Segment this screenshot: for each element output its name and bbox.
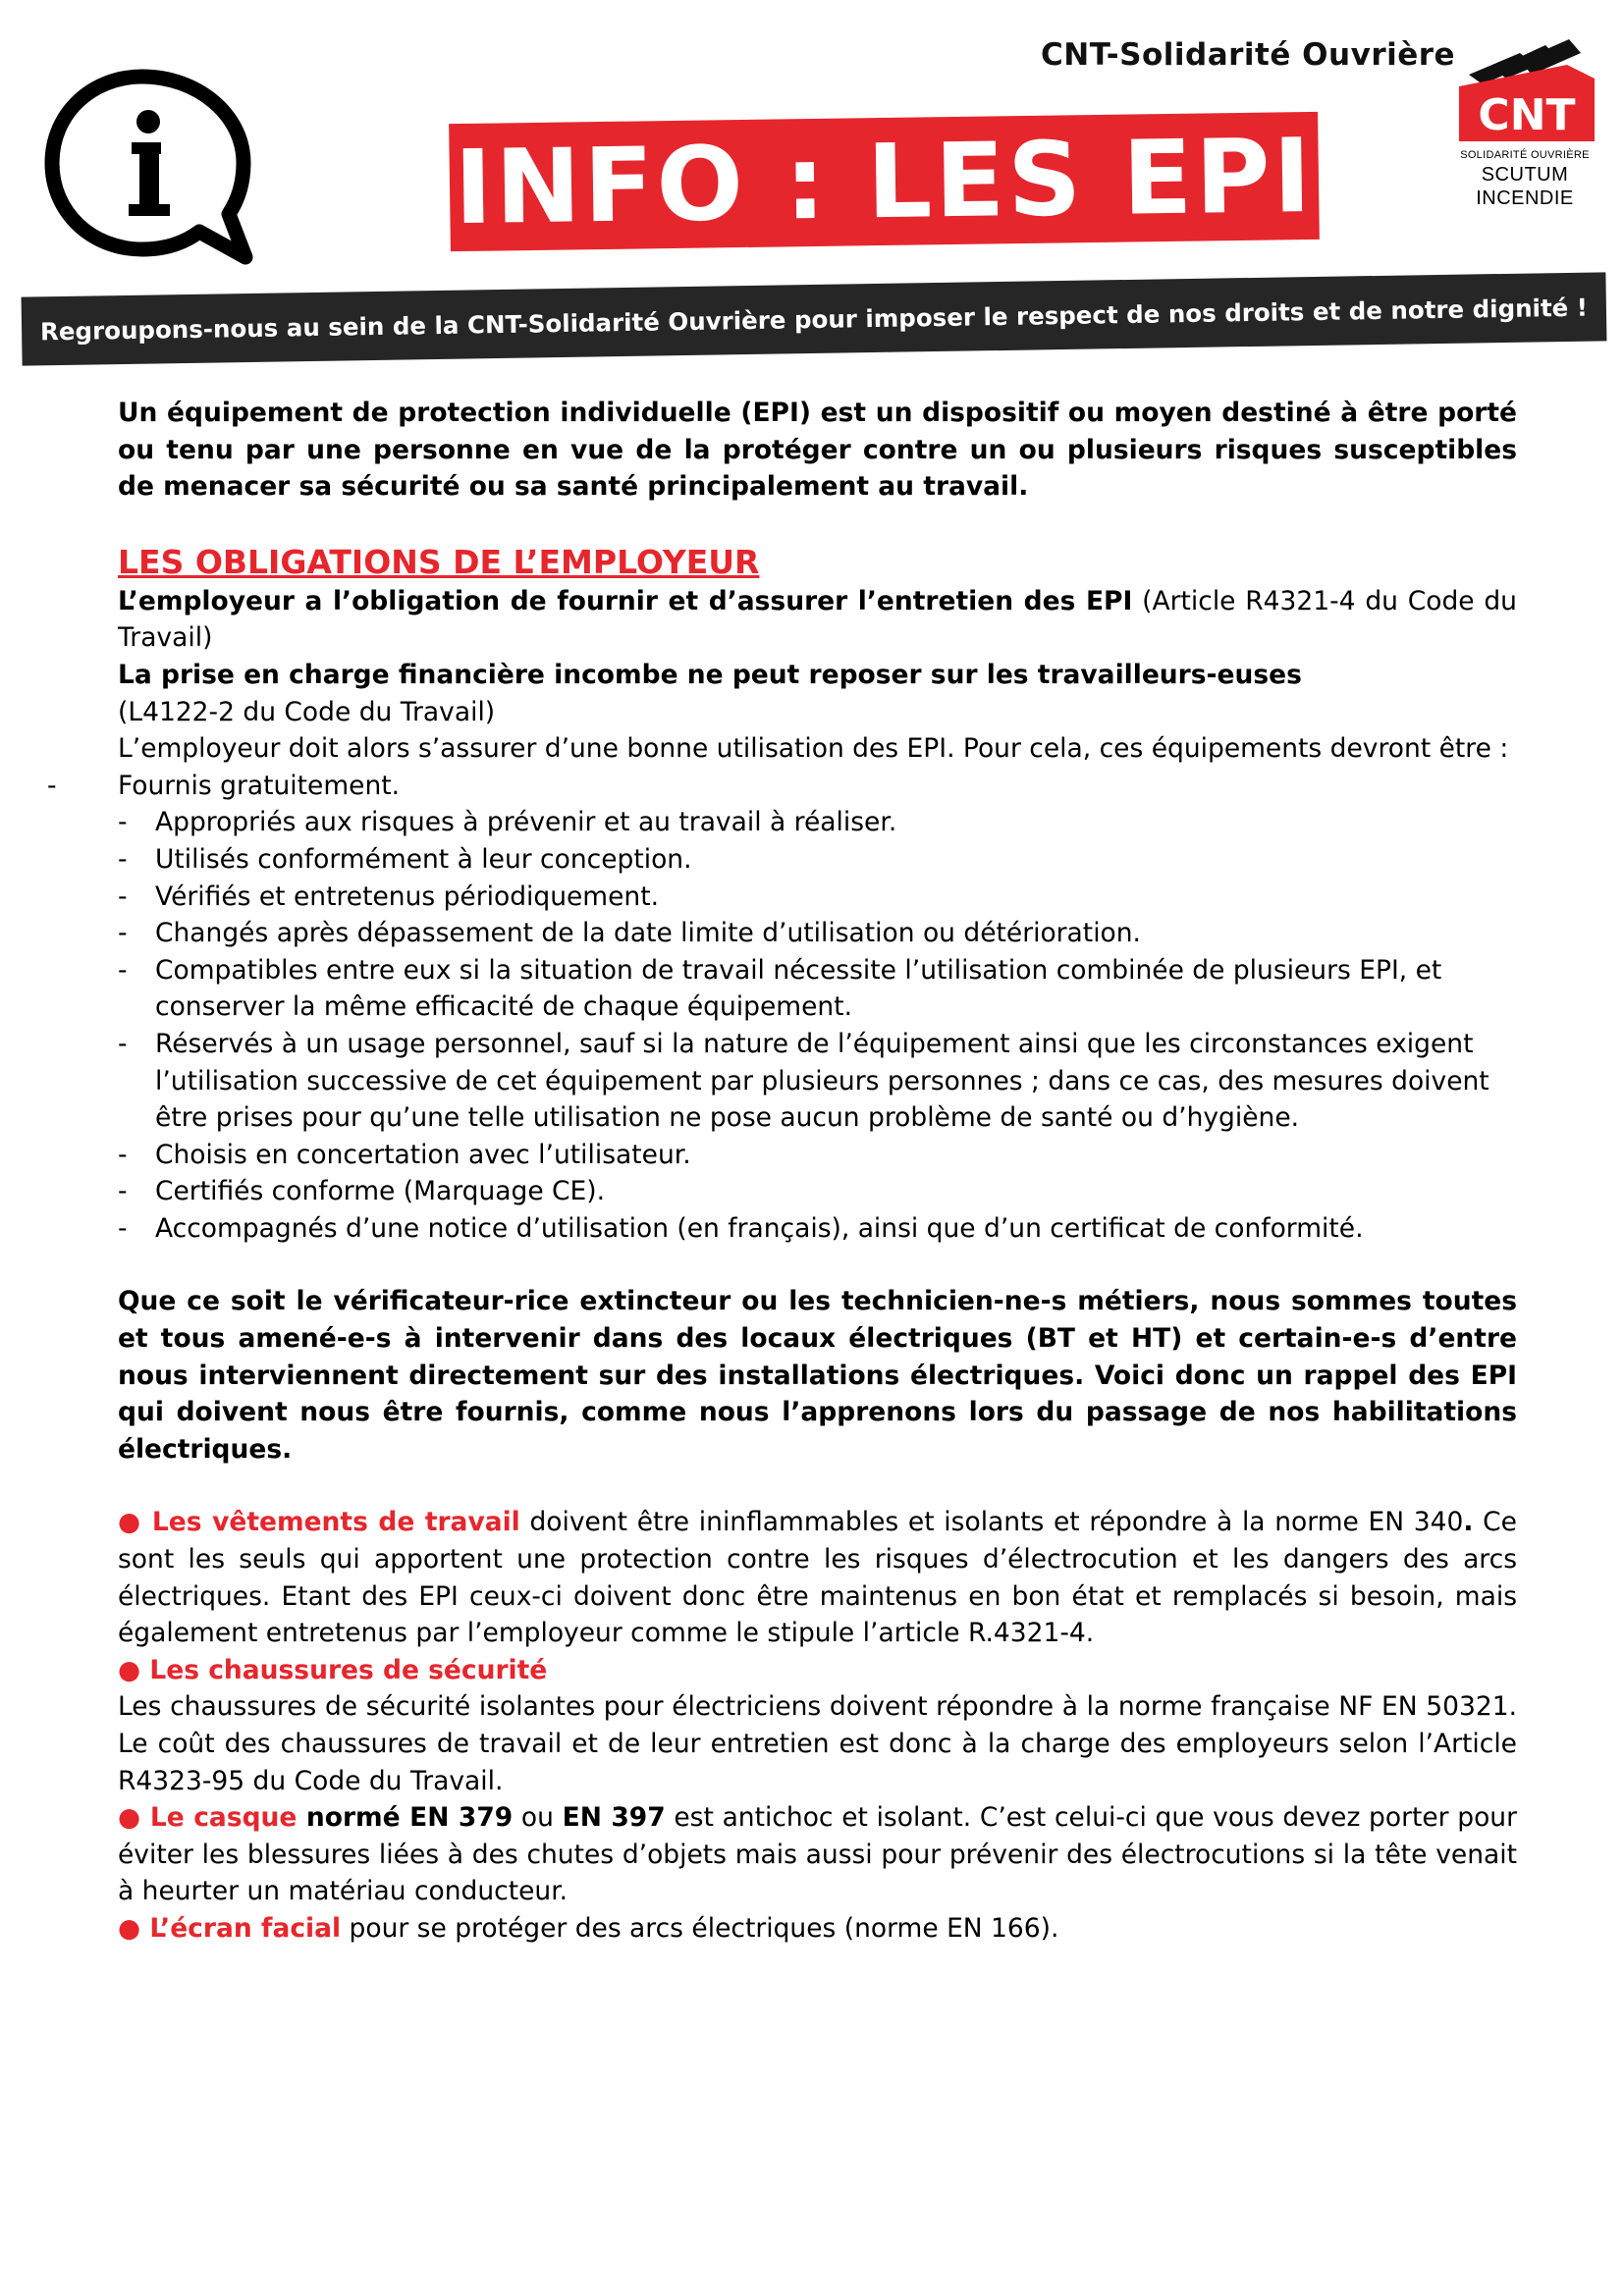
epi-casque-title: ● Le casque [118,1802,298,1834]
intro-paragraph: Un équipement de protection individuelle (EPI) est un dispositif ou moyen destiné à être porté ou tenu par une personne en vue de la protéger contre un ou plusieurs risques susceptibles de menacer sa sécurité ou sa santé principalement au travail. [118,398,1517,503]
epi-casque-or: ou [513,1802,563,1834]
list-item-text: Fournis gratuitement. [118,770,401,801]
list-item: - Appropriés aux risques à prévenir et au travail à réaliser. [118,804,1517,841]
list-item: - Accompagnés d’une notice d’utilisation (en français), ainsi que d’un certificat de conformité. [118,1210,1517,1248]
fist-logo-icon [1451,35,1598,143]
list-item: - Réservés à un usage personnel, sauf si la nature de l’équipement ainsi que les circonstances exigent l’utilisation successive de cet équipement par plusieurs personnes ; dans ce cas, des mesures doivent être prises pour qu’une telle utilisation ne pose aucun problème de santé ou d’hygiène. [118,1026,1517,1137]
epi-chaussures-title: ● Les chaussures de sécurité [118,1654,548,1685]
slogan-band [22,272,1607,365]
list-item: - Utilisés conformément à leur conception. [118,841,1517,879]
epi-vetements-text-2: Ce sont les seuls qui apportent une protection contre les risques d’électrocution et les dangers des arcs électriques. Etant des EPI ceux-ci doivent donc être maintenus en bon état et remplacés si besoin, mais également entretenus par l’employeur comme le stipule l’article R.4321-4. [118,1507,1517,1649]
logo-line-1: SCUTUM [1481,164,1569,186]
epi-chaussures-text: Les chaussures de sécurité isolantes pour électriciens doivent répondre à la norme française NF EN 50321. Le coût des chaussures de travail et de leur entretien est donc à la charge des employeurs selon l’Article R4323-95 du Code du Travail. [118,1691,1517,1796]
epi-casque [118,1799,1517,1910]
list-item: - Vérifiés et entretenus périodiquement. [118,879,1517,916]
logo-line-2: INCENDIE [1476,187,1574,209]
cnt-logo [1451,35,1598,208]
section-title-obligations: LES OBLIGATIONS DE L’EMPLOYEUR [118,542,760,581]
epi-casque-text: est antichoc et isolant. C’est celui-ci que vous devez porter pour éviter les blessures liées à des chutes d’objets mais aussi pour prévenir des électrocutions si la tête venait à heurter un matériau conducteur. [118,1802,1517,1907]
bullet-dash: - [47,770,57,801]
list-item: - Changés après dépassement de la date limite d’utilisation ou détérioration. [118,915,1517,952]
obligation-list [118,804,1517,1247]
obligation-2-bold: La prise en charge financière incombe ne peut reposer sur les travailleurs-euses [118,659,1302,690]
organization-name: CNT-Solidarité Ouvrière [1041,37,1456,73]
list-item [47,768,1517,805]
logo-text: CNT [1478,90,1576,140]
info-speech-bubble-icon [44,69,255,284]
epi-ecran [118,1910,1517,1948]
spacer [118,1468,1517,1504]
electrical-intro-paragraph: Que ce soit le vérificateur-rice extincteur ou les technicien-ne-s métiers, nous sommes toutes et tous amené-e-s à intervenir dans des locaux électriques (BT et HT) et certain-e-s d’entre nous interviennent directement sur des installations électriques. Voici donc un rappel des EPI qui doivent nous être fournis, comme nous l’apprenons lors du passage de nos habilitations électriques. [118,1286,1517,1465]
obligation-1-bold: L’employeur a l’obligation de fournir et d’assurer l’entretien des EPI [118,585,1133,616]
obligation-paragraph-1 [118,583,1517,657]
title-banner [449,112,1320,251]
epi-vetements [118,1504,1517,1651]
spacer [118,1247,1517,1283]
logo-subtitle: SOLIDARITÉ OUVRIÈRE [1460,149,1590,161]
epi-vetements-text-1: doivent être ininflammables et isolants et répondre à la norme EN 340 [519,1507,1464,1538]
epi-casque-norm-2: EN 397 [562,1802,666,1834]
list-item: - Certifiés conforme (Marquage CE). [118,1173,1517,1210]
obligation-1-ref: (Article R4321-4 du Code du Travail) [118,585,1517,654]
epi-vetements-dot: . [1463,1507,1474,1538]
list-item: - Choisis en concertation avec l’utilisateur. [118,1137,1517,1174]
obligation-2-ref: (L4122-2 du Code du Travail) [118,696,496,727]
spacer [118,506,1517,542]
header [0,0,1624,373]
list-item: - Compatibles entre eux si la situation de travail nécessite l’utilisation combinée de plusieurs EPI, et conserver la même efficacité de chaque équipement. [118,952,1517,1026]
epi-casque-norm-1: normé EN 379 [297,1802,514,1834]
slogan: Regroupons-nous au sein de la CNT-Solidarité Ouvrière pour imposer le respect de nos droits et de notre dignité ! [39,293,1589,346]
obligation-paragraph-3: L’employeur doit alors s’assurer d’une bonne utilisation des EPI. Pour cela, ces équipements devront être : [118,733,1509,765]
epi-vetements-title: ● Les vêtements de travail [118,1507,520,1538]
document-body [47,395,1517,1948]
page-title: INFO : LES EPI [453,115,1316,248]
epi-ecran-text: pour se protéger des arcs électriques (norme EN 166). [341,1912,1059,1944]
epi-ecran-title: ● L’écran facial [118,1912,342,1944]
obligation-paragraph-2 [118,657,1517,730]
